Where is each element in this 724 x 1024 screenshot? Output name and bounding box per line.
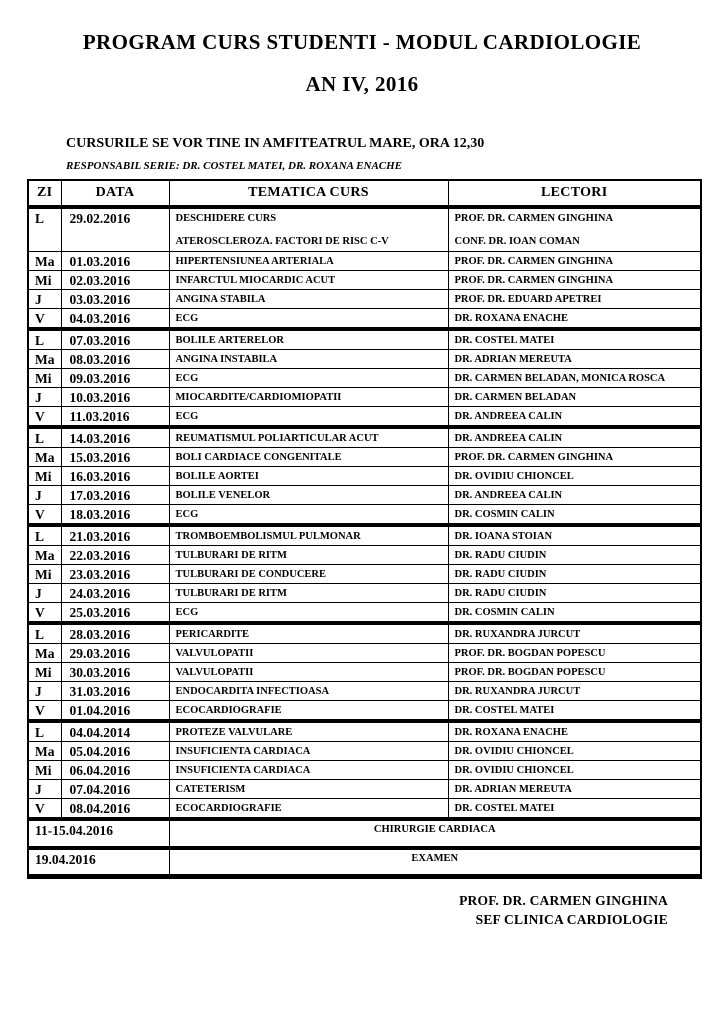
column-header-topic: TEMATICA CURS	[169, 180, 448, 207]
day-cell: Mi	[28, 662, 61, 681]
day-cell: Mi	[28, 368, 61, 387]
cell-line: PROF. DR. CARMEN GINGHINA	[454, 255, 614, 267]
day-cell: L	[28, 721, 61, 742]
cell-line: PROF. DR. BOGDAN POPESCU	[454, 666, 606, 678]
lecturer-cell	[448, 721, 701, 742]
lecturer-cell	[448, 447, 701, 466]
cell-line: TULBURARI DE RITM	[175, 587, 287, 599]
day-cell: Mi	[28, 270, 61, 289]
cell-line: PROF. DR. CARMEN GINGHINA	[454, 274, 614, 286]
day-cell: L	[28, 525, 61, 546]
course-schedule-table	[27, 179, 702, 879]
date-cell: 31.03.2016	[61, 681, 169, 700]
signature-block	[0, 891, 724, 929]
cell-line: DR. ANDREEA CALIN	[454, 489, 563, 501]
date-cell: 17.03.2016	[61, 485, 169, 504]
date-cell: 06.04.2016	[61, 760, 169, 779]
cell-line: BOLILE AORTEI	[175, 470, 259, 482]
day-cell: Ma	[28, 349, 61, 368]
date-cell: 29.03.2016	[61, 643, 169, 662]
cell-line: DR. ADRIAN MEREUTA	[454, 783, 572, 795]
cell-line: DESCHIDERE CURS	[175, 213, 277, 224]
signature-name: PROF. DR. CARMEN GINGHINA	[459, 893, 668, 908]
day-cell: Mi	[28, 760, 61, 779]
lecturer-cell	[448, 427, 701, 448]
course-row	[28, 207, 701, 251]
course-row	[28, 525, 701, 546]
day-cell: L	[28, 207, 61, 251]
day-cell: V	[28, 308, 61, 329]
course-row	[28, 349, 701, 368]
course-row	[28, 681, 701, 700]
topic-cell	[169, 623, 448, 644]
date-cell: 07.04.2016	[61, 779, 169, 798]
topic-cell	[169, 308, 448, 329]
course-row	[28, 466, 701, 485]
date-cell: 30.03.2016	[61, 662, 169, 681]
topic-cell	[169, 721, 448, 742]
cell-line: DR. COSTEL MATEI	[454, 802, 555, 814]
cell-line: DR. ROXANA ENACHE	[454, 312, 568, 324]
cell-line: DR. IOANA STOIAN	[454, 530, 553, 542]
topic-cell	[169, 329, 448, 350]
date-cell: 09.03.2016	[61, 368, 169, 387]
cell-line: DR. RADU CIUDIN	[454, 568, 547, 580]
course-row	[28, 602, 701, 623]
responsible-line: RESPONSABIL SERIE: DR. COSTEL MATEI, DR. ROXANA ENACHE	[66, 160, 403, 172]
cell-line: VALVULOPATII	[175, 666, 254, 678]
day-cell: Ma	[28, 545, 61, 564]
lecturer-cell	[448, 681, 701, 700]
date-cell: 08.03.2016	[61, 349, 169, 368]
lecturer-cell	[448, 545, 701, 564]
course-row	[28, 643, 701, 662]
lecturer-cell	[448, 368, 701, 387]
day-cell: Ma	[28, 741, 61, 760]
day-cell: V	[28, 602, 61, 623]
lecturer-cell	[448, 387, 701, 406]
cell-line: TULBURARI DE RITM	[175, 549, 287, 561]
lecturer-cell	[448, 602, 701, 623]
topic-cell	[169, 349, 448, 368]
course-row	[28, 741, 701, 760]
signature-title: SEF CLINICA CARDIOLOGIE	[475, 912, 668, 927]
course-row	[28, 485, 701, 504]
cell-line: ECG	[175, 606, 199, 618]
cell-line: CONF. DR. IOAN COMAN	[454, 236, 580, 247]
lecturer-cell	[448, 251, 701, 270]
course-row	[28, 270, 701, 289]
cell-line: MIOCARDITE/CARDIOMIOPATII	[175, 391, 342, 403]
lecturer-cell	[448, 779, 701, 798]
course-row	[28, 564, 701, 583]
course-row	[28, 721, 701, 742]
date-cell: 11.03.2016	[61, 406, 169, 427]
day-cell: Ma	[28, 643, 61, 662]
day-cell: Mi	[28, 564, 61, 583]
span-date-cell: 11-15.04.2016	[28, 819, 169, 848]
venue-line: CURSURILE SE VOR TINE IN AMFITEATRUL MARE, ORA 12,30	[66, 136, 485, 151]
lecturer-cell	[448, 485, 701, 504]
date-cell: 22.03.2016	[61, 545, 169, 564]
course-row	[28, 329, 701, 350]
course-row	[28, 504, 701, 525]
date-cell: 18.03.2016	[61, 504, 169, 525]
day-cell: V	[28, 700, 61, 721]
topic-cell	[169, 406, 448, 427]
course-row	[28, 427, 701, 448]
span-row	[28, 848, 701, 877]
day-cell: J	[28, 779, 61, 798]
day-cell: Ma	[28, 251, 61, 270]
cell-line: INSUFICIENTA CARDIACA	[175, 764, 311, 776]
day-cell: J	[28, 681, 61, 700]
topic-cell	[169, 427, 448, 448]
cell-line: INSUFICIENTA CARDIACA	[175, 745, 311, 757]
lecturer-cell	[448, 504, 701, 525]
lecturer-cell	[448, 466, 701, 485]
day-cell: L	[28, 623, 61, 644]
topic-cell	[169, 602, 448, 623]
date-cell: 07.03.2016	[61, 329, 169, 350]
topic-cell	[169, 270, 448, 289]
topic-cell	[169, 545, 448, 564]
cell-line: VALVULOPATII	[175, 647, 254, 659]
cell-line: DR. ANDREEA CALIN	[454, 432, 563, 444]
date-cell: 21.03.2016	[61, 525, 169, 546]
cell-line: ECG	[175, 508, 199, 520]
lecturer-cell	[448, 583, 701, 602]
cell-line: DR. CARMEN BELADAN, MONICA ROSCA	[454, 372, 666, 384]
day-cell: J	[28, 583, 61, 602]
day-cell: V	[28, 504, 61, 525]
lecturer-cell	[448, 207, 701, 251]
cell-line: DR. OVIDIU CHIONCEL	[454, 745, 574, 757]
date-cell: 03.03.2016	[61, 289, 169, 308]
cell-line: PROTEZE VALVULARE	[175, 726, 293, 738]
lecturer-cell	[448, 525, 701, 546]
course-row	[28, 387, 701, 406]
date-cell: 23.03.2016	[61, 564, 169, 583]
topic-cell	[169, 251, 448, 270]
cell-line: ECOCARDIOGRAFIE	[175, 802, 282, 814]
date-cell: 05.04.2016	[61, 741, 169, 760]
day-cell: J	[28, 485, 61, 504]
date-cell: 28.03.2016	[61, 623, 169, 644]
cell-line: DR. COSTEL MATEI	[454, 334, 555, 346]
span-label-cell: EXAMEN	[169, 848, 701, 877]
course-row	[28, 406, 701, 427]
course-row	[28, 700, 701, 721]
topic-cell	[169, 564, 448, 583]
date-cell: 08.04.2016	[61, 798, 169, 819]
course-row	[28, 779, 701, 798]
cell-line: DR. COSTEL MATEI	[454, 704, 555, 716]
topic-cell	[169, 447, 448, 466]
course-row	[28, 623, 701, 644]
topic-cell	[169, 485, 448, 504]
day-cell: J	[28, 289, 61, 308]
date-cell: 04.04.2014	[61, 721, 169, 742]
course-row	[28, 545, 701, 564]
course-row	[28, 798, 701, 819]
course-row	[28, 289, 701, 308]
cell-line: ECG	[175, 372, 199, 384]
cell-line: PROF. DR. CARMEN GINGHINA	[454, 213, 614, 224]
cell-line: TROMBOEMBOLISMUL PULMONAR	[175, 530, 361, 542]
cell-line: DR. CARMEN BELADAN	[454, 391, 577, 403]
cell-line: ENDOCARDITA INFECTIOASA	[175, 685, 330, 697]
course-row	[28, 760, 701, 779]
topic-cell	[169, 643, 448, 662]
cell-line: ANGINA INSTABILA	[175, 353, 278, 365]
cell-line: INFARCTUL MIOCARDIC ACUT	[175, 274, 336, 286]
lecturer-cell	[448, 349, 701, 368]
topic-cell	[169, 368, 448, 387]
cell-line: TULBURARI DE CONDUCERE	[175, 568, 327, 580]
cell-line: ANGINA STABILA	[175, 293, 266, 305]
lecturer-cell	[448, 760, 701, 779]
cell-line: BOLI CARDIACE CONGENITALE	[175, 451, 342, 463]
table-header-row	[28, 180, 701, 207]
date-cell: 02.03.2016	[61, 270, 169, 289]
topic-cell	[169, 681, 448, 700]
column-header-day: ZI	[28, 180, 61, 207]
cell-line: DR. RUXANDRA JURCUT	[454, 628, 581, 640]
cell-line: DR. ADRIAN MEREUTA	[454, 353, 572, 365]
cell-line: PROF. DR. CARMEN GINGHINA	[454, 451, 614, 463]
topic-cell	[169, 798, 448, 819]
cell-line: PROF. DR. EDUARD APETREI	[454, 293, 602, 305]
span-date-cell: 19.04.2016	[28, 848, 169, 877]
lecturer-cell	[448, 700, 701, 721]
topic-cell	[169, 779, 448, 798]
date-cell: 10.03.2016	[61, 387, 169, 406]
day-cell: L	[28, 427, 61, 448]
lecturer-cell	[448, 308, 701, 329]
cell-line: DR. RADU CIUDIN	[454, 549, 547, 561]
course-row	[28, 662, 701, 681]
lecturer-cell	[448, 741, 701, 760]
topic-cell	[169, 289, 448, 308]
cell-line: PERICARDITE	[175, 628, 250, 640]
course-row	[28, 583, 701, 602]
cell-line: ECG	[175, 312, 199, 324]
course-row	[28, 447, 701, 466]
day-cell: V	[28, 798, 61, 819]
cell-line: CATETERISM	[175, 783, 246, 795]
topic-cell	[169, 387, 448, 406]
lecturer-cell	[448, 662, 701, 681]
day-cell: J	[28, 387, 61, 406]
lecturer-cell	[448, 406, 701, 427]
lecturer-cell	[448, 798, 701, 819]
cell-line: DR. RUXANDRA JURCUT	[454, 685, 581, 697]
date-cell: 25.03.2016	[61, 602, 169, 623]
date-cell: 01.04.2016	[61, 700, 169, 721]
topic-cell	[169, 525, 448, 546]
date-cell: 01.03.2016	[61, 251, 169, 270]
day-cell: Ma	[28, 447, 61, 466]
day-cell: V	[28, 406, 61, 427]
day-cell: Mi	[28, 466, 61, 485]
topic-cell	[169, 760, 448, 779]
span-row	[28, 819, 701, 848]
topic-cell	[169, 700, 448, 721]
lecturer-cell	[448, 270, 701, 289]
topic-cell	[169, 583, 448, 602]
day-cell: L	[28, 329, 61, 350]
date-cell: 15.03.2016	[61, 447, 169, 466]
cell-line: DR. OVIDIU CHIONCEL	[454, 470, 574, 482]
topic-cell	[169, 504, 448, 525]
column-header-date: DATA	[61, 180, 169, 207]
cell-line: ECG	[175, 410, 199, 422]
cell-line: DR. COSMIN CALIN	[454, 508, 555, 520]
date-cell: 04.03.2016	[61, 308, 169, 329]
column-header-lecturers: LECTORI	[448, 180, 701, 207]
cell-line: DR. ROXANA ENACHE	[454, 726, 568, 738]
lecturer-cell	[448, 329, 701, 350]
course-row	[28, 251, 701, 270]
cell-line: PROF. DR. BOGDAN POPESCU	[454, 647, 606, 659]
cell-line: REUMATISMUL POLIARTICULAR ACUT	[175, 432, 379, 444]
course-row	[28, 308, 701, 329]
cell-line: ECOCARDIOGRAFIE	[175, 704, 282, 716]
cell-line: BOLILE VENELOR	[175, 489, 271, 501]
page-title: PROGRAM CURS STUDENTI - MODUL CARDIOLOGIE	[82, 30, 642, 54]
cell-line: DR. OVIDIU CHIONCEL	[454, 764, 574, 776]
course-row	[28, 368, 701, 387]
cell-line: HIPERTENSIUNEA ARTERIALA	[175, 255, 334, 267]
date-cell: 16.03.2016	[61, 466, 169, 485]
course-table-body	[28, 207, 701, 877]
lecturer-cell	[448, 289, 701, 308]
topic-cell	[169, 741, 448, 760]
date-cell: 29.02.2016	[61, 207, 169, 251]
date-cell: 24.03.2016	[61, 583, 169, 602]
cell-line: DR. COSMIN CALIN	[454, 606, 555, 618]
cell-line: BOLILE ARTERELOR	[175, 334, 284, 346]
topic-cell	[169, 207, 448, 251]
date-cell: 14.03.2016	[61, 427, 169, 448]
span-label-cell: CHIRURGIE CARDIACA	[169, 819, 701, 848]
lecturer-cell	[448, 643, 701, 662]
lecturer-cell	[448, 564, 701, 583]
cell-line: ATEROSCLEROZA. FACTORI DE RISC C-V	[175, 236, 389, 247]
cell-line: DR. RADU CIUDIN	[454, 587, 547, 599]
topic-cell	[169, 466, 448, 485]
cell-line: DR. ANDREEA CALIN	[454, 410, 563, 422]
page-subtitle: AN IV, 2016	[305, 72, 419, 96]
lecturer-cell	[448, 623, 701, 644]
topic-cell	[169, 662, 448, 681]
